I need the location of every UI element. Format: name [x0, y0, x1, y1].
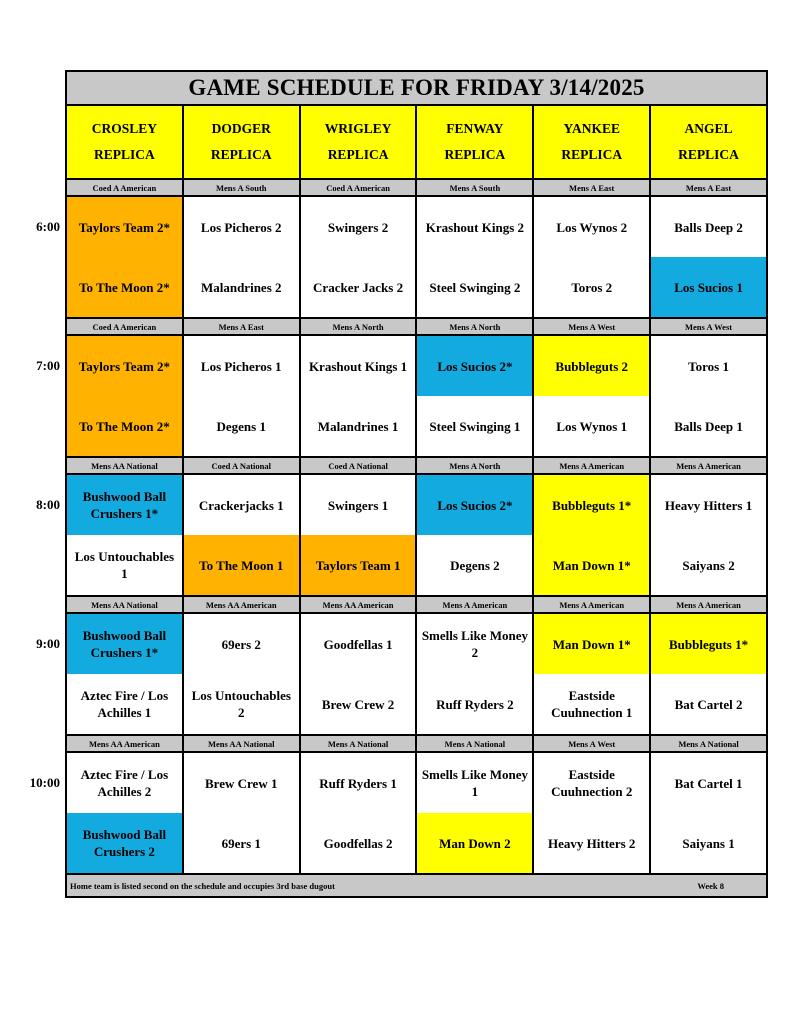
away-team-cell: Goodfellas 1	[301, 614, 416, 674]
home-team-cell: Eastside Cuuhnection 1	[534, 674, 649, 734]
home-team-cell: Man Down 1*	[534, 535, 649, 595]
division-label: Mens A National	[301, 736, 418, 751]
division-row	[67, 736, 766, 753]
game-matchup	[301, 336, 418, 456]
game-matchup	[417, 197, 534, 317]
game-matchup	[534, 753, 651, 873]
game-matchup	[184, 197, 301, 317]
away-team-cell: Smells Like Money 1	[417, 753, 532, 813]
home-team-cell: Los Untouchables 2	[184, 674, 299, 734]
away-team-cell: Aztec Fire / Los Achilles 2	[67, 753, 182, 813]
home-team-cell: Degens 2	[417, 535, 532, 595]
away-team-cell: Los Picheros 1	[184, 336, 299, 396]
away-team-cell: Ruff Ryders 1	[301, 753, 416, 813]
time-label: 10:00	[29, 775, 60, 790]
division-label: Mens A South	[417, 180, 534, 195]
away-team-cell: Crackerjacks 1	[184, 475, 299, 535]
away-team-cell: Taylors Team 2*	[67, 197, 182, 257]
away-team-cell: Man Down 1*	[534, 614, 649, 674]
game-matchup	[534, 475, 651, 595]
field-name-line1: ANGEL	[684, 121, 733, 136]
home-team-cell: Saiyans 2	[651, 535, 766, 595]
division-label: Mens A American	[676, 599, 741, 610]
division-label: Coed A National	[301, 458, 418, 473]
division-label: Mens A American	[534, 597, 651, 612]
away-team-cell: Bubbleguts 1*	[651, 614, 766, 674]
field-name-line2: REPLICA	[678, 147, 739, 162]
game-matchup	[651, 753, 766, 873]
field-name-line2: REPLICA	[444, 147, 506, 162]
division-label: Mens AA National	[67, 458, 184, 473]
game-matchup	[417, 475, 534, 595]
game-matchup	[67, 336, 184, 456]
time-label: 8:00	[36, 497, 60, 512]
time-label: 9:00	[36, 636, 60, 651]
home-team-cell: Cracker Jacks 2	[301, 257, 416, 317]
game-matchup	[417, 753, 534, 873]
home-team-cell: Degens 1	[184, 396, 299, 456]
home-team-cell: Goodfellas 2	[301, 813, 416, 873]
away-team-cell: Bat Cartel 1	[651, 753, 766, 813]
game-matchup	[67, 475, 184, 595]
home-team-cell: Los Untouchables 1	[67, 535, 182, 595]
away-team-cell: Los Sucios 2*	[417, 475, 532, 535]
division-label: Mens A West	[534, 319, 651, 334]
home-team-cell: Steel Swinging 1	[417, 396, 532, 456]
field-header	[184, 106, 301, 178]
game-slot-row	[67, 753, 766, 875]
footer-bar	[67, 875, 766, 896]
field-name-line1: CROSLEY	[91, 121, 158, 136]
game-matchup	[534, 614, 651, 734]
division-label: Coed A American	[67, 180, 184, 195]
division-label: Mens AA National	[67, 597, 184, 612]
game-slot-row	[67, 197, 766, 319]
division-label: Mens A North	[417, 458, 534, 473]
field-header	[534, 106, 651, 178]
field-name-line1: FENWAY	[446, 121, 504, 136]
field-header	[67, 106, 184, 178]
division-label: Coed A American	[67, 319, 184, 334]
division-label: Mens A North	[417, 319, 534, 334]
away-team-cell: Brew Crew 1	[184, 753, 299, 813]
division-label: Mens AA American	[67, 736, 184, 751]
home-team-cell: Saiyans 1	[651, 813, 766, 873]
away-team-cell: Krashout Kings 1	[301, 336, 416, 396]
home-team-cell: Malandrines 2	[184, 257, 299, 317]
division-label: Mens A North	[301, 319, 418, 334]
away-team-cell: Taylors Team 2*	[67, 336, 182, 396]
division-label: Mens A American	[534, 458, 651, 473]
division-label: Mens AA American	[301, 597, 418, 612]
division-row	[67, 180, 766, 197]
game-matchup	[301, 197, 418, 317]
division-label: Mens A West	[685, 321, 733, 332]
field-name-line2: REPLICA	[94, 147, 155, 162]
away-team-cell: Balls Deep 2	[651, 197, 766, 257]
game-matchup	[651, 475, 766, 595]
game-matchup	[67, 614, 184, 734]
field-header	[417, 106, 534, 178]
away-team-cell: Smells Like Money 2	[417, 614, 532, 674]
field-header	[301, 106, 418, 178]
game-matchup	[184, 614, 301, 734]
division-row	[67, 319, 766, 336]
field-header-row	[67, 106, 766, 180]
division-label: Mens A National	[678, 738, 739, 749]
home-team-cell: Toros 2	[534, 257, 649, 317]
game-matchup	[184, 475, 301, 595]
division-label: Mens A South	[184, 180, 301, 195]
game-matchup	[184, 753, 301, 873]
game-matchup	[651, 614, 766, 734]
home-team-cell: To The Moon 2*	[67, 396, 182, 456]
game-matchup	[534, 336, 651, 456]
game-matchup	[67, 197, 184, 317]
division-label: Mens AA National	[184, 736, 301, 751]
away-team-cell: Eastside Cuuhnection 2	[534, 753, 649, 813]
away-team-cell: 69ers 2	[184, 614, 299, 674]
time-slots	[67, 180, 766, 875]
division-label: Mens A East	[184, 319, 301, 334]
away-team-cell: Heavy Hitters 1	[651, 475, 766, 535]
division-label: Coed A American	[301, 180, 418, 195]
field-name-line2: REPLICA	[327, 147, 389, 162]
footer-note: Home team is listed second on the schedule and occupies 3rd base dugout	[70, 880, 335, 891]
home-team-cell: Steel Swinging 2	[417, 257, 532, 317]
away-team-cell: Bubbleguts 1*	[534, 475, 649, 535]
field-name-line2: REPLICA	[210, 147, 272, 162]
division-row	[67, 458, 766, 475]
home-team-cell: Brew Crew 2	[301, 674, 416, 734]
home-team-cell: Los Wynos 1	[534, 396, 649, 456]
away-team-cell: Bushwood Ball Crushers 1*	[67, 475, 182, 535]
home-team-cell: Bat Cartel 2	[651, 674, 766, 734]
game-matchup	[534, 197, 651, 317]
schedule-title: GAME SCHEDULE FOR FRIDAY 3/14/2025	[67, 72, 766, 106]
away-team-cell: Swingers 2	[301, 197, 416, 257]
division-label: Mens A American	[676, 460, 741, 471]
away-team-cell: Los Wynos 2	[534, 197, 649, 257]
division-label: Mens AA American	[184, 597, 301, 612]
home-team-cell: Los Sucios 1	[651, 257, 766, 317]
game-matchup	[301, 753, 418, 873]
home-team-cell: Ruff Ryders 2	[417, 674, 532, 734]
game-matchup	[301, 475, 418, 595]
home-team-cell: Malandrines 1	[301, 396, 416, 456]
field-header	[651, 106, 766, 178]
field-name-line2: REPLICA	[561, 147, 623, 162]
division-label: Mens A American	[417, 597, 534, 612]
schedule-table	[65, 70, 768, 898]
division-row	[67, 597, 766, 614]
home-team-cell: Heavy Hitters 2	[534, 813, 649, 873]
time-label: 7:00	[36, 358, 60, 373]
away-team-cell: Krashout Kings 2	[417, 197, 532, 257]
game-matchup	[651, 197, 766, 317]
home-team-cell: To The Moon 2*	[67, 257, 182, 317]
home-team-cell: Bushwood Ball Crushers 2	[67, 813, 182, 873]
division-label: Mens A East	[534, 180, 651, 195]
home-team-cell: To The Moon 1	[184, 535, 299, 595]
field-name-line1: WRIGLEY	[324, 121, 392, 136]
game-slot-row	[67, 336, 766, 458]
division-label: Coed A National	[184, 458, 301, 473]
field-name-line1: DODGER	[211, 121, 271, 136]
game-matchup	[651, 336, 766, 456]
home-team-cell: Balls Deep 1	[651, 396, 766, 456]
home-team-cell: 69ers 1	[184, 813, 299, 873]
division-label: Mens A East	[685, 182, 732, 193]
division-label: Mens A West	[534, 736, 651, 751]
game-matchup	[184, 336, 301, 456]
away-team-cell: Bubbleguts 2	[534, 336, 649, 396]
division-label: Mens A National	[417, 736, 534, 751]
field-name-line1: YANKEE	[563, 121, 620, 136]
away-team-cell: Los Sucios 2*	[417, 336, 532, 396]
time-label: 6:00	[36, 219, 60, 234]
away-team-cell: Toros 1	[651, 336, 766, 396]
away-team-cell: Los Picheros 2	[184, 197, 299, 257]
game-slot-row	[67, 475, 766, 597]
game-matchup	[67, 753, 184, 873]
game-matchup	[417, 336, 534, 456]
home-team-cell: Aztec Fire / Los Achilles 1	[67, 674, 182, 734]
game-slot-row	[67, 614, 766, 736]
home-team-cell: Man Down 2	[417, 813, 532, 873]
home-team-cell: Taylors Team 1	[301, 535, 416, 595]
away-team-cell: Swingers 1	[301, 475, 416, 535]
week-label: Week 8	[697, 880, 724, 891]
game-matchup	[417, 614, 534, 734]
away-team-cell: Bushwood Ball Crushers 1*	[67, 614, 182, 674]
game-matchup	[301, 614, 418, 734]
